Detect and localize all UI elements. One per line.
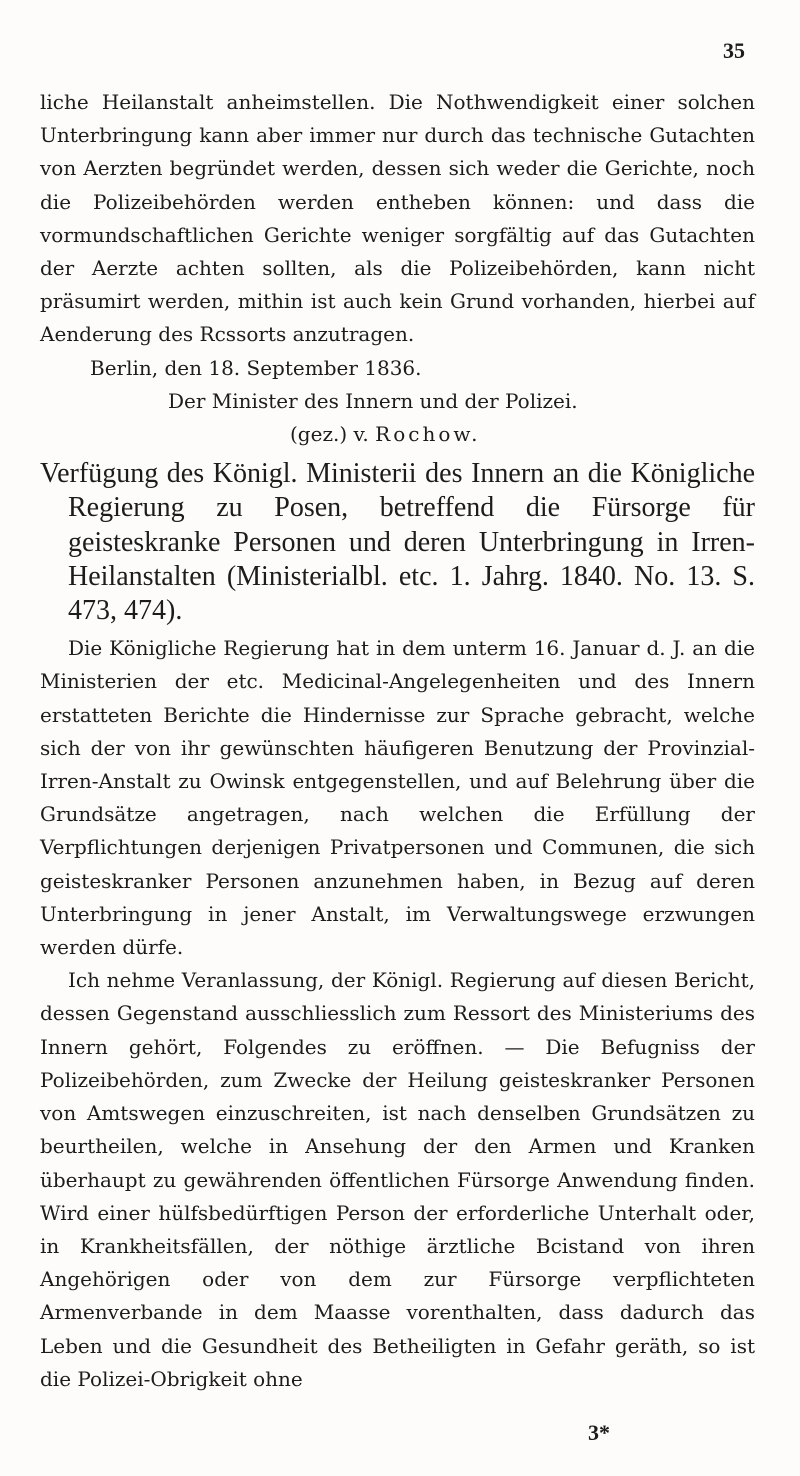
signature-gez: (gez.) (290, 422, 348, 447)
continuation-paragraph: liche Heilanstalt anheimstellen. Die Nothwendigkeit einer solchen Unterbringung kann aber immer nur durch das technische Gutachten von Aerzten begründet werden, dessen sich weder die Gerichte, noch die Polizeibehörden werden entheben können: und dass die vormundschaftlichen Gerichte weniger sorgfältig auf das Gutachten der Aerzte achten sollten, als die Polizeibehörden, kann nicht präsumirt werden, mithin ist auch kein Grund vorhanden, hierbei auf Aenderung des Rcssorts anzutragen. (40, 90, 755, 347)
decree-heading: Verfügung des Königl. Ministerii des Innern an die Königliche Regierung zu Posen, betreffend die Fürsorge für geisteskranke Personen und deren Unterbringung in Irren-Heilanstalten (Ministerialbl. etc. 1. Jahrg. 1840. No. 13. S. 473, 474). (40, 458, 755, 627)
page-number: 35 (723, 38, 745, 63)
signature-mark: 3* (588, 1420, 610, 1445)
signature-name-line (40, 418, 755, 451)
signature-name-prefix: v. (353, 422, 369, 447)
page-content (40, 86, 755, 1396)
body-paragraph-1: Die Königliche Regierung hat in dem unterm 16. Januar d. J. an die Ministerien der etc. Medicinal-Angelegenheiten und des Innern erstatteten Berichte die Hindernisse zur Sprache gebracht, welche sich der von ihr gewünschten häufigeren Benutzung der Provinzial-Irren-Anstalt zu Owinsk entgegenstellen, und auf Belehrung über die Grundsätze angetragen, nach welchen die Erfüllung der Verpflichtungen derjenigen Privatpersonen und Communen, die sich geisteskranker Personen anzunehmen haben, in Bezug auf deren Unterbringung in jener Anstalt, im Verwaltungswege erzwungen werden dürfe. (40, 636, 755, 960)
signature-name: Rochow. (375, 422, 481, 447)
body-paragraph-2: Ich nehme Veranlassung, der Königl. Regierung auf diesen Bericht, dessen Gegenstand ausschliesslich zum Ressort des Ministeriums des Innern gehört, Folgendes zu eröffnen. — Die Befugniss der Polizeibehörden, zum Zwecke der Heilung geisteskranker Personen von Amtswegen einzuschreiten, ist nach denselben Grundsätzen zu beurtheilen, welche in Ansehung der den Armen und Kranken überhaupt zu gewährenden öffentlichen Fürsorge Anwendung finden. Wird einer hülfsbedürftigen Person der erforderliche Unterhalt oder, in Krankheitsfällen, der nöthige ärztliche Bcistand von ihren Angehörigen oder von dem zur Fürsorge verpflichteten Armenverbande in dem Maasse vorenthalten, dass dadurch das Leben und die Gesundheit des Betheiligten in Gefahr geräth, so ist die Polizei-Obrigkeit ohne (40, 968, 755, 1391)
signature-title: Der Minister des Innern und der Polizei. (168, 388, 578, 413)
signature-place-date: Berlin, den 18. September 1836. (90, 355, 422, 380)
